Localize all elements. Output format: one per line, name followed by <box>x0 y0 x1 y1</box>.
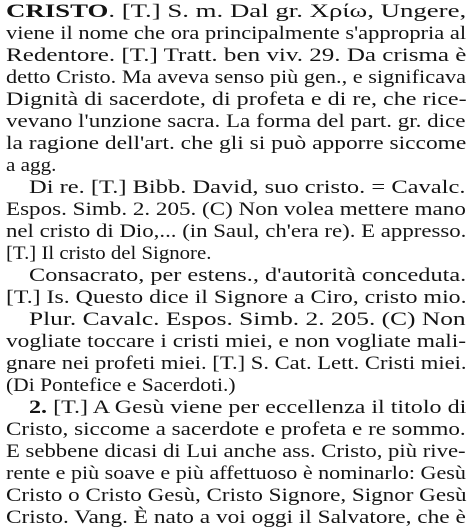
entry-line: E sebbene dicasi di Lui anche ass. Cristo, più rive- <box>6 441 466 462</box>
entry-line: vevano l'unzione sacra. La forma del part. gr. dice <box>6 111 466 132</box>
entry-line: 2. [T.] A Gesù viene per eccellenza il titolo di <box>29 397 467 418</box>
entry-line: Espos. Simb. 2. 205. (C) Non volea mettere mano <box>6 199 466 220</box>
entry-line: Cristo, siccome a sacerdote e profeta e re sommo. <box>6 419 466 440</box>
entry-line: detto Cristo. Ma aveva senso più gen., e significava <box>6 67 467 88</box>
entry-line: Dignità di sacerdote, di profeta e di re, che rice- <box>6 89 467 110</box>
entry-line: Cristo. Vang. È nato a voi oggi il Salvatore, che è <box>6 507 466 528</box>
entry-line: CRISTO. [T.] S. m. Dal gr. Χρίω, Ungere, <box>6 1 467 22</box>
entry-line: rente e più soave e più affettuoso è nominarlo: Gesù <box>6 463 466 484</box>
entry-line: a agg. <box>6 155 57 176</box>
entry-line: la ragione dell'art. che gli si può apporre siccome <box>6 133 467 154</box>
entry-line: (Di Pontefice e Sacerdoti.) <box>6 375 236 396</box>
entry-line: [T.] Is. Questo dice il Signore a Ciro, cristo mio. <box>6 287 467 308</box>
entry-line: gnare nei profeti miei. [T.] S. Cat. Lett. Cristi miei. <box>6 353 467 374</box>
entry-line: Cristo o Cristo Gesù, Cristo Signore, Signor Gesù <box>6 485 467 506</box>
entry-line: Plur. Cavalc. Espos. Simb. 2. 205. (C) Non <box>29 309 466 330</box>
entry-line: vogliate toccare i cristi miei, e non vogliate mali- <box>6 331 467 352</box>
entry-line: Redentore. [T.] Tratt. ben viv. 29. Da crisma è <box>6 45 467 66</box>
entry-line: Di re. [T.] Bibb. David, suo cristo. = Cavalc. <box>29 177 466 198</box>
entry-line: Consacrato, per estens., d'autorità conceduta. <box>29 265 467 286</box>
entry-line: [T.] Il cristo del Signore. <box>6 243 212 264</box>
entry-line: viene il nome che ora principalmente s'appropria al <box>6 23 467 44</box>
entry-line: nel cristo di Dio,... (in Saul, ch'era re). E appresso. <box>6 221 467 242</box>
